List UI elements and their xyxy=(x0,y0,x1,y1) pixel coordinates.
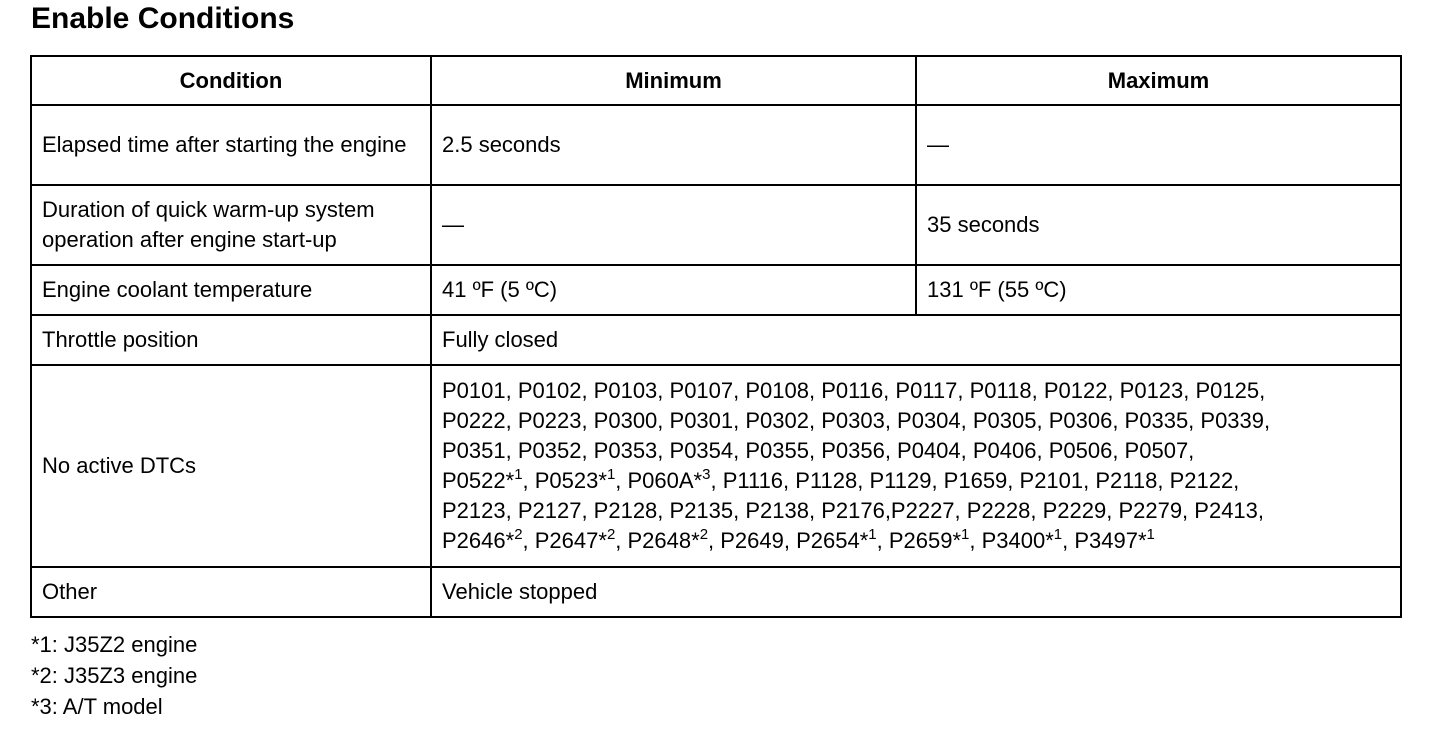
footnote-marker: 2 xyxy=(606,525,616,543)
dtc-line: P0522*$^1$, P0523*$^1$, P060A*$^3$, P1116, P1128, P1129, P1659, P2101, P2118, P2122, xyxy=(442,465,1240,493)
enable-conditions-table xyxy=(30,55,1402,618)
footnote-marker: 1 xyxy=(606,465,616,483)
page-title: Enable Conditions xyxy=(31,2,295,35)
table-row xyxy=(31,185,1401,265)
footnote: *2: J35Z3 engine xyxy=(31,663,198,688)
minimum-cell: 41 ºF (5 ºC) xyxy=(431,265,916,315)
value-cell: Vehicle stopped xyxy=(431,567,1401,617)
condition-cell: Duration of quick warm-up system operation after engine start-up xyxy=(31,185,431,265)
dtc-line: P2123, P2127, P2128, P2135, P2138, P2176,P2227, P2228, P2229, P2279, P2413, xyxy=(442,498,1265,523)
value-cell: Fully closed xyxy=(431,315,1401,365)
footnote-marker: 1 xyxy=(1146,525,1155,543)
minimum-cell: 2.5 seconds xyxy=(431,105,916,185)
table-row xyxy=(31,105,1401,185)
footnote-marker: 1 xyxy=(868,525,877,543)
minimum-cell: — xyxy=(431,185,916,265)
condition-cell: Engine coolant temperature xyxy=(31,265,431,315)
header-minimum: Minimum xyxy=(431,56,916,105)
dtc-line: P0222, P0223, P0300, P0301, P0302, P0303, P0304, P0305, P0306, P0335, P0339, xyxy=(442,408,1271,433)
table-row xyxy=(31,567,1401,617)
dtc-line: P2646*$^2$, P2647*$^2$, P2648*$^2$, P2649, P2654*$^1$, P2659*$^1$, P3400*$^1$, P3497*$^1$ xyxy=(442,525,1155,553)
condition-cell: Elapsed time after starting the engine xyxy=(31,105,431,185)
table-header-row xyxy=(31,56,1401,105)
footnote: *3: A/T model xyxy=(31,694,163,719)
table-row xyxy=(31,315,1401,365)
footnote-marker: 3 xyxy=(702,465,711,483)
footnote-marker: 2 xyxy=(699,525,709,543)
table-row xyxy=(31,365,1401,567)
footnote: *1: J35Z2 engine xyxy=(31,632,198,657)
dtc-line: P0101, P0102, P0103, P0107, P0108, P0116, P0117, P0118, P0122, P0123, P0125, xyxy=(442,378,1266,403)
maximum-cell: — xyxy=(916,105,1401,185)
footnote-marker: 2 xyxy=(514,525,523,543)
dtc-line: P0351, P0352, P0353, P0354, P0355, P0356, P0404, P0406, P0506, P0507, xyxy=(442,438,1195,463)
condition-cell: Other xyxy=(31,567,431,617)
condition-cell: No active DTCs xyxy=(31,365,431,567)
footnote-marker: 1 xyxy=(961,525,970,543)
condition-cell: Throttle position xyxy=(31,315,431,365)
footnote-marker: 1 xyxy=(514,465,523,483)
footnote-marker: 1 xyxy=(1053,525,1063,543)
header-condition: Condition xyxy=(31,56,431,105)
table-row xyxy=(31,265,1401,315)
dtc-list-cell xyxy=(431,365,1401,567)
header-maximum: Maximum xyxy=(916,56,1401,105)
maximum-cell: 35 seconds xyxy=(916,185,1401,265)
maximum-cell: 131 ºF (55 ºC) xyxy=(916,265,1401,315)
footnotes xyxy=(31,629,197,722)
